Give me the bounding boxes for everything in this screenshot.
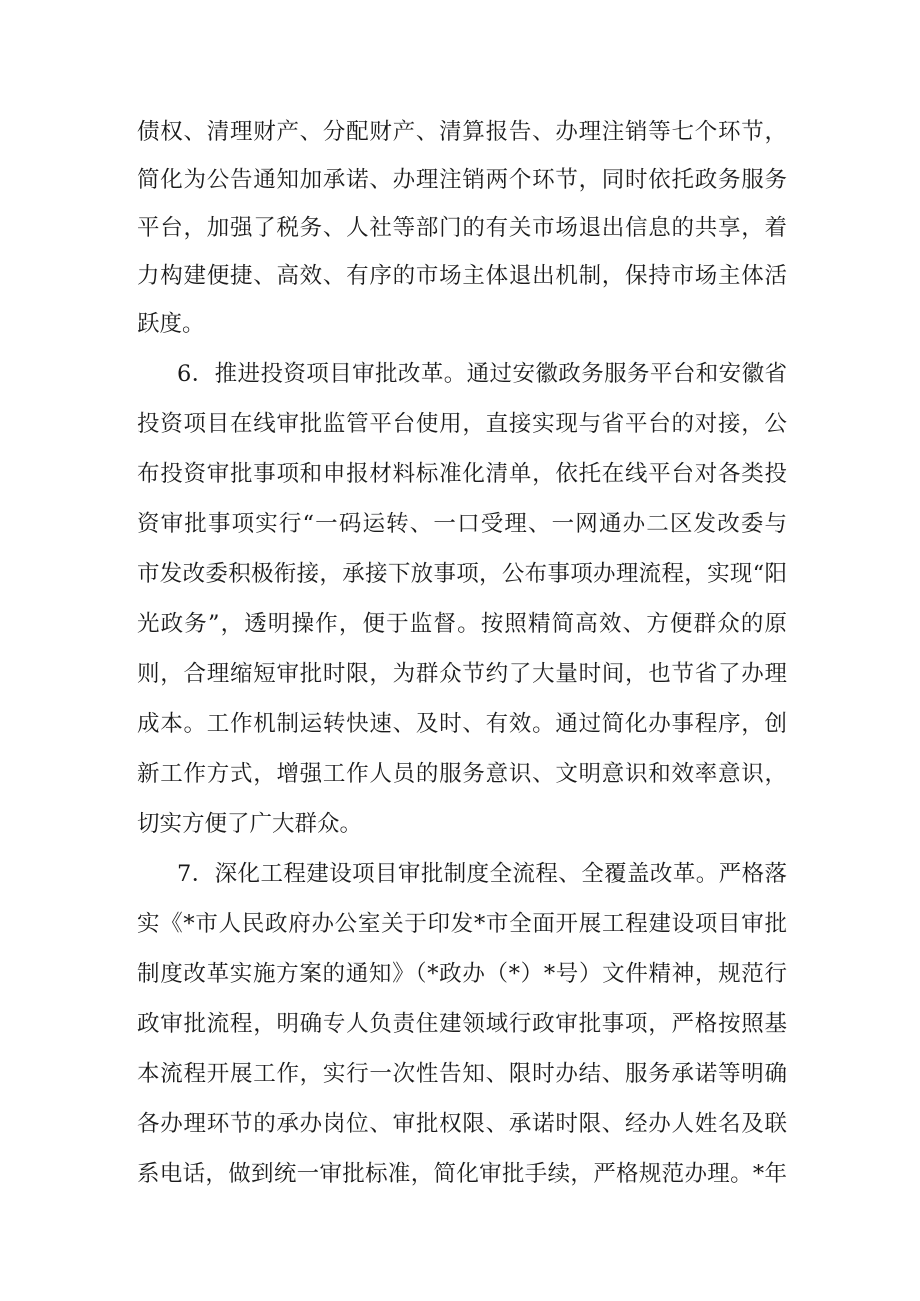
text-line: 切实方便了广大群众。 [137,811,363,837]
text-line: 投资项目在线审批监管平台使用，直接实现与省平台的对接，公 [137,411,787,437]
text-line: 跃度。 [137,311,205,337]
text-line: 简化为公告通知加承诺、办理注销两个环节，同时依托政务服务 [137,167,787,193]
text-line: 平台，加强了税务、人社等部门的有关市场退出信息的共享，着 [137,215,787,241]
text-line: 制度改革实施方案的通知》（*政办（*）*号）文件精神，规范行 [137,961,787,987]
paragraph-heading-line: 6．推进投资项目审批改革。通过安徽政务服务平台和安徽省 [177,361,787,387]
text-line: 市发改委积极衔接，承接下放事项，公布事项办理流程，实现“阳 [137,561,787,587]
text-line: 则，合理缩短审批时限，为群众节约了大量时间，也节省了办理 [137,661,787,687]
text-line: 力构建便捷、高效、有序的市场主体退出机制，保持市场主体活 [137,263,787,289]
text-line: 系电话，做到统一审批标准，简化审批手续，严格规范办理。*年 [137,1161,787,1187]
paragraph-heading-line: 7．深化工程建设项目审批制度全流程、全覆盖改革。严格落 [177,861,787,887]
text-line: 光政务”，透明操作，便于监督。按照精简高效、方便群众的原 [137,611,787,637]
text-line: 新工作方式，增强工作人员的服务意识、文明意识和效率意识， [137,761,787,787]
text-line: 本流程开展工作，实行一次性告知、限时办结、服务承诺等明确 [137,1061,787,1087]
text-line: 资审批事项实行“一码运转、一口受理、一网通办二区发改委与 [137,511,787,537]
text-line: 实《*市人民政府办公室关于印发*市全面开展工程建设项目审批 [137,911,787,937]
text-line: 债权、清理财产、分配财产、清算报告、办理注销等七个环节， [137,119,787,145]
text-line: 成本。工作机制运转快速、及时、有效。通过简化办事程序，创 [137,711,787,737]
text-line: 布投资审批事项和申报材料标准化清单，依托在线平台对各类投 [137,461,787,487]
text-line: 各办理环节的承办岗位、审批权限、承诺时限、经办人姓名及联 [137,1111,787,1137]
text-line: 政审批流程，明确专人负责住建领域行政审批事项，严格按照基 [137,1011,787,1037]
